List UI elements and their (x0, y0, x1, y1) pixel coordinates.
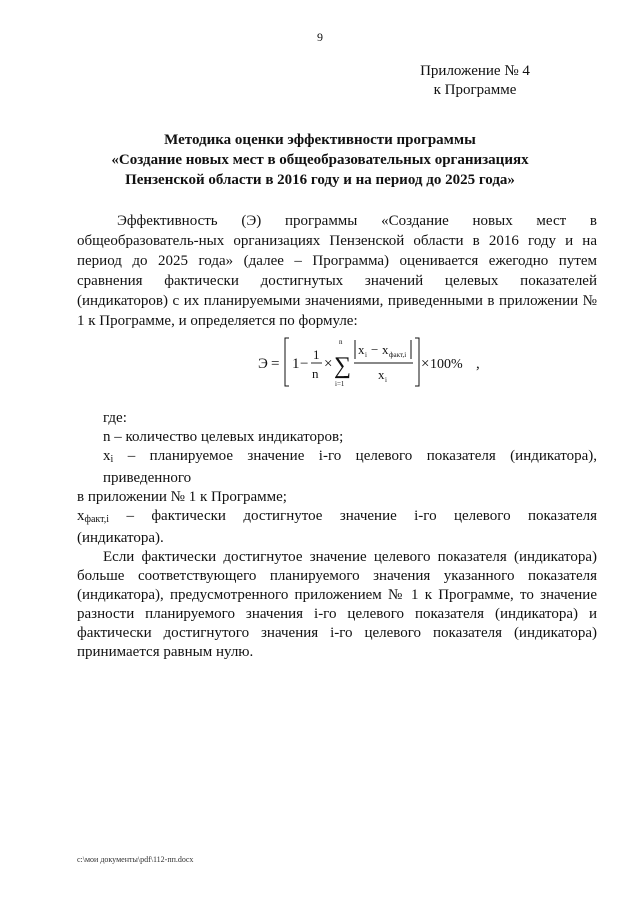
formula-frac-den: n (312, 366, 319, 381)
formula-num-minus: − (371, 342, 379, 357)
legend-xfact-sub: факт,i (84, 514, 110, 525)
formula-sigma: ∑ (334, 353, 352, 379)
formula-percent: 100% (430, 357, 463, 372)
formula-legend (77, 409, 597, 662)
formula-sum-upper: n (339, 338, 343, 346)
formula-lhs: Э (258, 356, 268, 372)
formula-num-x2-sub: факт,i (389, 351, 407, 359)
title-line-1: Методика оценки эффективности программы (164, 132, 476, 148)
formula-num-x2: x (382, 342, 389, 357)
page-number: 9 (317, 30, 323, 44)
title-line-3: Пензенской области в 2016 году и на период до 2025 года» (125, 172, 515, 188)
formula-equals: = (271, 356, 280, 372)
legend-xfact-symbol: x (77, 508, 85, 524)
formula-times: × (324, 356, 333, 372)
final-paragraph: Если фактически достигнутое значение целевого показателя (индикатора) больше соответствующего планируемого значения указанного показателя (индикатора), предусмотренного приложением № 1 к Программе, то значение разности планируемого значения i-го целевого показателя (индикатора) и фактически достигнутого значения i-го целевого показателя (индикатора) принимается равным нулю. (77, 549, 597, 660)
document-title (70, 130, 570, 190)
formula-num-x-sub: i (365, 351, 367, 359)
legend-xi-symbol: x (103, 448, 111, 464)
right-bracket (415, 338, 419, 386)
legend-xfact-definition-line1 (77, 507, 597, 529)
formula-frac-num: 1 (313, 347, 320, 362)
formula-num-x: x (358, 342, 365, 357)
legend-xi-sub: i (110, 454, 114, 465)
left-bracket (285, 338, 289, 386)
formula-den-x-sub: i (385, 376, 387, 384)
legend-xi-definition-line2: в приложении № 1 к Программе; (77, 489, 287, 505)
formula-one: 1 (292, 356, 300, 372)
formula-times-2: × (421, 356, 430, 372)
legend-xi-text-a: – планируемое значение i-го целевого показателя (индикатора), приведенного (103, 448, 597, 486)
footer-file-path: c:\мои документы\pdf\112-пп.docx (77, 855, 194, 864)
efficiency-formula (258, 334, 480, 394)
formula-trailing-comma: , (476, 356, 480, 372)
formula-minus: − (300, 356, 309, 372)
legend-xfact-definition-line2: (индикатора). (77, 530, 164, 546)
legend-where: где: (103, 410, 127, 426)
legend-n-definition: n – количество целевых индикаторов; (103, 429, 344, 445)
formula-sum-lower: i=1 (335, 380, 345, 388)
legend-xfact-text-a: – фактически достигнутое значение i-го целевого показателя (109, 508, 597, 524)
intro-paragraph: Эффективность (Э) программы «Создание новых мест в общеобразователь-ных организациях Пензенской области в 2016 году и на период до 2025 года» (далее – Программа) оценивается ежегодно путем сравнения фактически достигнутых значений целевых показателей (индикаторов) с их планируемыми значениями, приведенными в приложении № 1 к Программе, и определяется по формуле: (77, 213, 597, 329)
title-line-2: «Создание новых мест в общеобразовательных организациях (111, 152, 529, 168)
appendix-line-1: Приложение № 4 (420, 63, 530, 79)
appendix-header (400, 62, 550, 100)
appendix-line-2: к Программе (433, 82, 517, 98)
legend-xi-definition-line1 (77, 447, 597, 488)
formula-den-x: x (378, 367, 385, 382)
formula-svg (258, 334, 480, 394)
